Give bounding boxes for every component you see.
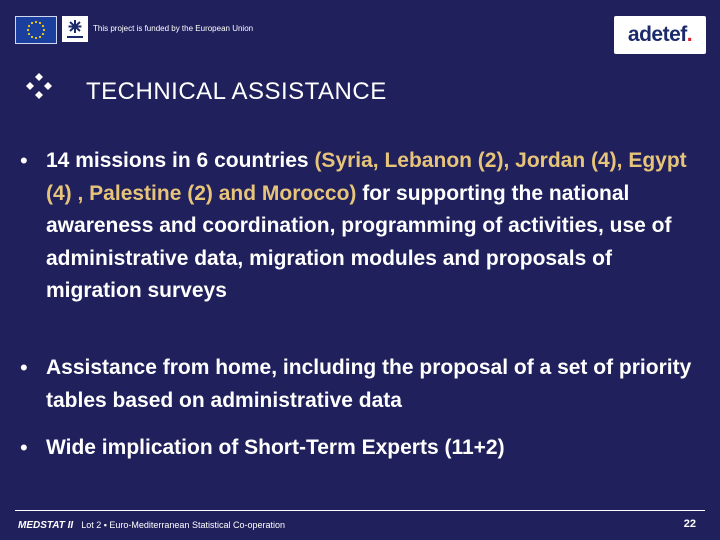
slide-title: TECHNICAL ASSISTANCE (86, 78, 387, 105)
diamond-bullet-icon (26, 73, 52, 99)
eu-flag-icon (15, 16, 57, 44)
bullet-text: Assistance from home, including the proposal of a set of priority tables based on administrative data (46, 356, 692, 412)
title-row (26, 66, 387, 106)
bullet-text-lead: 14 missions in 6 countries (46, 149, 315, 172)
footer-divider (15, 510, 705, 511)
slide-header (0, 0, 720, 60)
bullet-text-rest: for supporting the national awareness and coordination, programming of activities, use of administrative data, migration modules and proposals of migration surveys (46, 181, 672, 302)
bullet-text: Wide implication of Short-Term Experts (11+2) (46, 436, 505, 459)
bullet-text (46, 145, 700, 308)
bullet-dot-icon: • (20, 148, 28, 173)
footer-text: Lot 2 ▪ Euro-Mediterranean Statistical Co-operation (81, 520, 285, 530)
bullet-item-missions (20, 145, 700, 308)
medstat-logo-icon (62, 16, 88, 42)
footer-brand: MEDSTAT II (18, 520, 74, 531)
funding-notice: This project is funded by the European Union (93, 24, 254, 33)
bullet-dot-icon: • (20, 435, 28, 460)
bullet-dot-icon: • (20, 355, 28, 380)
country-list: (Syria, Lebanon (2), Jordan (4), Egypt (4) , Palestine (2) and Morocco) (46, 149, 687, 205)
page-number: 22 (683, 518, 696, 530)
adetef-logo (614, 16, 706, 54)
adetef-logo-text: adetef (627, 23, 687, 46)
bullet-item-experts (20, 432, 700, 465)
slide-footer (0, 510, 720, 540)
bullet-item-assistance (20, 352, 700, 417)
adetef-logo-dot: . (686, 23, 693, 46)
footer-caption (18, 520, 285, 531)
